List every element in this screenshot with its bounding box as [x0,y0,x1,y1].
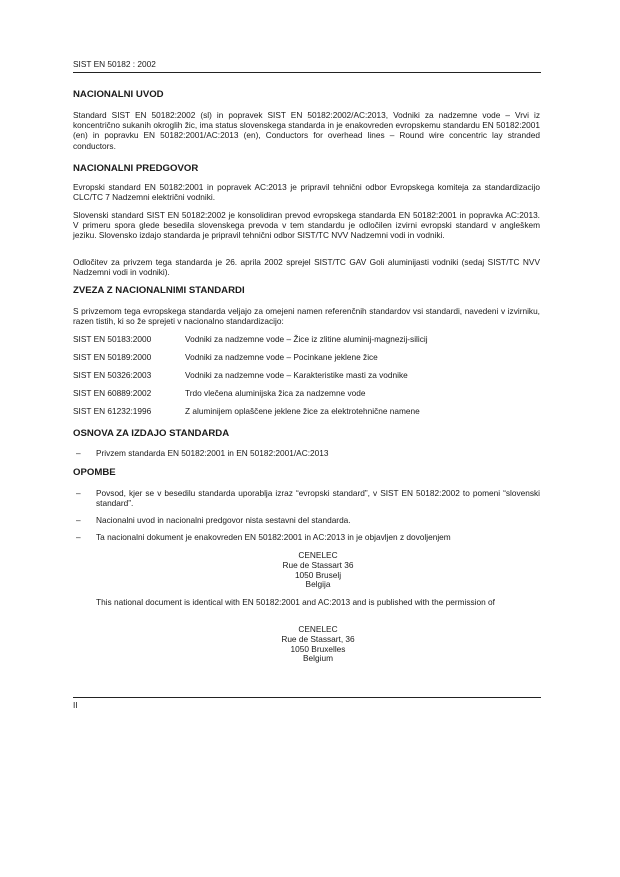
heading-nacionalni-uvod: NACIONALNI UVOD [73,89,164,100]
standard-code: SIST EN 50189:2000 [73,352,152,362]
address-line: CENELEC [298,624,338,634]
standard-title: Vodniki za nadzemne vode – Žice iz zlitine aluminij-magnezij-silicij [185,334,428,344]
standard-code: SIST EN 61232:1996 [73,406,152,416]
standard-title: Z aluminijem oplaščene jeklene žice za elektrotehnične namene [185,406,420,416]
heading-zveza: ZVEZA Z NACIONALNIMI STANDARDI [73,285,245,296]
uvod-paragraph: Standard SIST EN 50182:2002 (sl) in popravek SIST EN 50182:2002/AC:2013, Vodniki za nadzemne vode – Vrvi iz koncentrično sukanih okroglih žic, ima status slovenskega standarda in je enakovreden evropskemu standardu EN 50182:2001 (en) in popravku EN 50182:2001/AC:2013 (en), Conductors for overhead lines – Round wire concentric lay stranded conductors. [73,110,540,151]
predgovor-paragraph: Odločitev za privzem tega standarda je 26. aprila 2002 sprejel SIST/TC GAV Goli aluminijasti vodniki (sedaj SIST/TC NVV Nadzemni vodi in vodniki). [73,257,540,278]
standard-code: SIST EN 50326:2003 [73,370,152,380]
predgovor-paragraph: Evropski standard EN 50182:2001 in popravek AC:2013 je pripravil tehnični odbor Evropskega komiteja za standardizacijo CLC/TC 7 Nadzemni električni vodniki. [73,182,540,203]
standard-row [73,406,420,416]
address-line: Belgium [303,653,333,664]
footer-rule [73,697,541,698]
header-rule [73,72,541,73]
page-number: II [73,700,78,710]
address-line: Belgija [305,579,331,590]
standard-row [73,352,378,362]
dash-bullet: – [76,488,81,498]
address-line: 1050 Bruselj [294,569,342,580]
address-line: CENELEC [298,550,338,560]
standard-row [73,370,408,380]
address-line: Rue de Stassart 36 [282,559,354,570]
dash-bullet: – [76,515,81,525]
opombe-item: Povsod, kjer se v besedilu standarda uporablja izraz “evropski standard”, v SIST EN 50182:2002 to pomeni “slovenski standard”. [96,488,540,509]
english-statement: This national document is identical with EN 50182:2001 and AC:2013 and is published with the permission of [96,597,495,607]
heading-nacionalni-predgovor: NACIONALNI PREDGOVOR [73,163,199,174]
osnova-item: Privzem standarda EN 50182:2001 in EN 50182:2001/AC:2013 [96,448,329,458]
running-header: SIST EN 50182 : 2002 [73,59,156,69]
standard-code: SIST EN 50183:2000 [73,334,152,344]
predgovor-paragraph: Slovenski standard SIST EN 50182:2002 je konsolidiran prevod evropskega standarda EN 50182:2001 in popravka AC:2013. V primeru spora glede besedila slovenskega prevoda v tem standardu je odločilen izvirni evropski standard v angleškem jeziku. Slovensko izdajo standarda je pripravil tehnični odbor SIST/TC NVV Nadzemni vodi in vodniki. [73,210,540,241]
standard-row [73,388,365,398]
address-line: Rue de Stassart, 36 [281,633,355,644]
heading-opombe: OPOMBE [73,467,116,478]
dash-bullet: – [76,532,81,542]
standard-code: SIST EN 60889:2002 [73,388,152,398]
heading-osnova: OSNOVA ZA IZDAJO STANDARDA [73,428,230,439]
dash-bullet: – [76,448,81,458]
zveza-paragraph: S privzemom tega evropskega standarda veljajo za omejeni namen referenčnih standardov vsi standardi, navedeni v izvirniku, razen tistih, ki so že sprejeti v nacionalno standardizacijo: [73,306,540,327]
opombe-item: Ta nacionalni dokument je enakovreden EN 50182:2001 in AC:2013 in je objavljen z dovoljenjem [96,532,451,542]
address-slovenian [96,551,540,590]
opombe-item: Nacionalni uvod in nacionalni predgovor nista sestavni del standarda. [96,515,351,525]
standard-row [73,334,428,344]
address-english [96,625,540,664]
standard-title: Vodniki za nadzemne vode – Pocinkane jeklene žice [185,352,378,362]
address-line: 1050 Bruxelles [290,643,346,654]
standard-title: Trdo vlečena aluminijska žica za nadzemne vode [185,388,366,398]
standard-title: Vodniki za nadzemne vode – Karakteristike masti za vodnike [185,370,408,380]
